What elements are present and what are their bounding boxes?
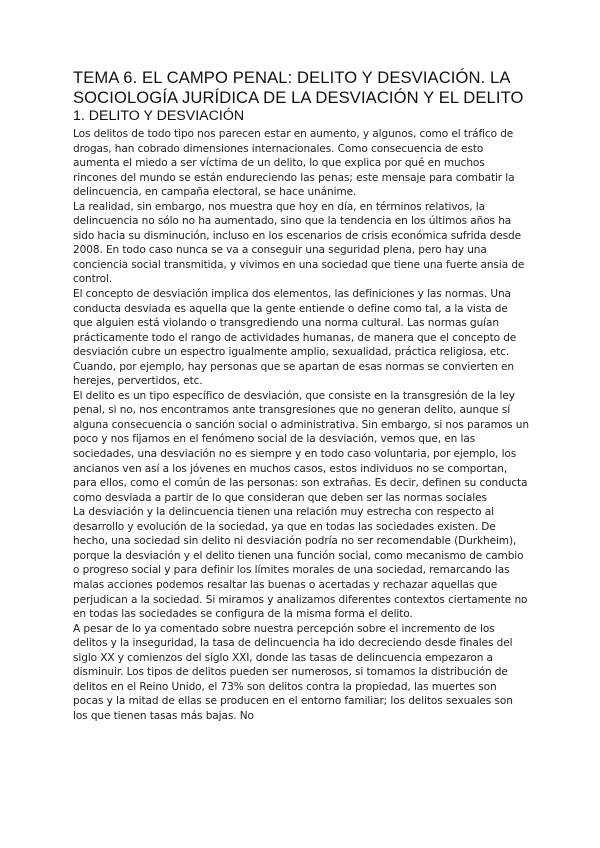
paragraph: El delito es un tipo específico de desviación, que consiste en la transgresión de la ley penal, si no, nos encontramos ante transgresiones que no generan delito, aunque sí alguna consecuencia o sanción social o administrativa. Sin embargo, si nos paramos un poco y nos fijamos en el fenómeno social de la desviación, vemos que, en las sociedades, una desviación no es siempre y en todo caso voluntaria, por ejemplo, los ancianos ven así a los jóvenes en muchos casos, estos individuos no se comportan, para ellos, como el común de las personas: son extrañas. Es decir, definen su conducta como desviada a partir de lo que consideran que deben ser las normas sociales [73,389,529,504]
section-heading: 1. DELITO Y DESVIACIÓN [73,108,245,124]
paragraph: La realidad, sin embargo, nos muestra que hoy en día, en términos relativos, la delincuencia no sólo no ha aumentado, sino que la tendencia en los últimos años ha sido hacia su disminución, incluso en los escenarios de crisis económica sufrida desde 2008. En todo caso nunca se va a conseguir una seguridad plena, pero hay una conciencia social transmitida, y vivimos en una sociedad que tiene una fuerte ansia de control. [73,200,525,286]
paragraph: Los delitos de todo tipo nos parecen estar en aumento, y algunos, como el tráfico de drogas, han cobrado dimensiones internacionales. Como consecuencia de esto aumenta el miedo a ser víctima de un delito, lo que explica por qué en muchos rincones del mundo se están endureciendo las penas; este mensaje para combatir la delincuencia, en campaña electoral, se hace unánime. [73,128,515,199]
document-title: TEMA 6. EL CAMPO PENAL: DELITO Y DESVIACIÓN. LA SOCIOLOGÍA JURÍDICA DE LA DESVIACIÓN Y EL DELITO [73,68,524,107]
paragraph: El concepto de desviación implica dos elementos, las definiciones y las normas. Una conducta desviada es aquella que la gente entiende o define como tal, a la vista de que alguien está violando o transgrediendo una norma cultural. Las normas guían prácticamente todo el rango de actividades humanas, de manera que el concepto de desviación cubre un espectro igualmente amplio, sexualidad, práctica religiosa, etc. Cuando, por ejemplo, hay personas que se apartan de esas normas se convierten en herejes, pervertidos, etc. [73,288,517,388]
paragraph: A pesar de lo ya comentado sobre nuestra percepción sobre el incremento de los delitos y la inseguridad, la tasa de delincuencia ha ido decreciendo desde finales del siglo XX y comienzos del siglo XXI, donde las tasas de delincuencia empezaron a disminuir. Los tipos de delitos pueden ser numerosos, si tomamos la distribución de delitos en el Reino Unido, el 73% son delitos contra la propiedad, las muertes son pocas y la mitad de ellas se producen en el entorno familiar; los delitos sexuales son los que tienen tasas más bajas. No [73,622,513,722]
paragraph: La desviación y la delincuencia tienen una relación muy estrecha con respecto al desarrollo y evolución de la sociedad, ya que en todas las sociedades existen. De hecho, una sociedad sin delito ni desviación podría no ser recomendable (Durkheim), porque la desviación y el delito tienen una función social, como mecanismo de cambio o progreso social y para definir los límites morales de una sociedad, remarcando las malas acciones podemos resaltar las buenas o acertadas y rechazar aquellas que perjudican a la sociedad. Si miramos y analizamos diferentes contextos ciertamente no en todas las sociedades se configura de la misma forma el delito. [73,506,528,621]
